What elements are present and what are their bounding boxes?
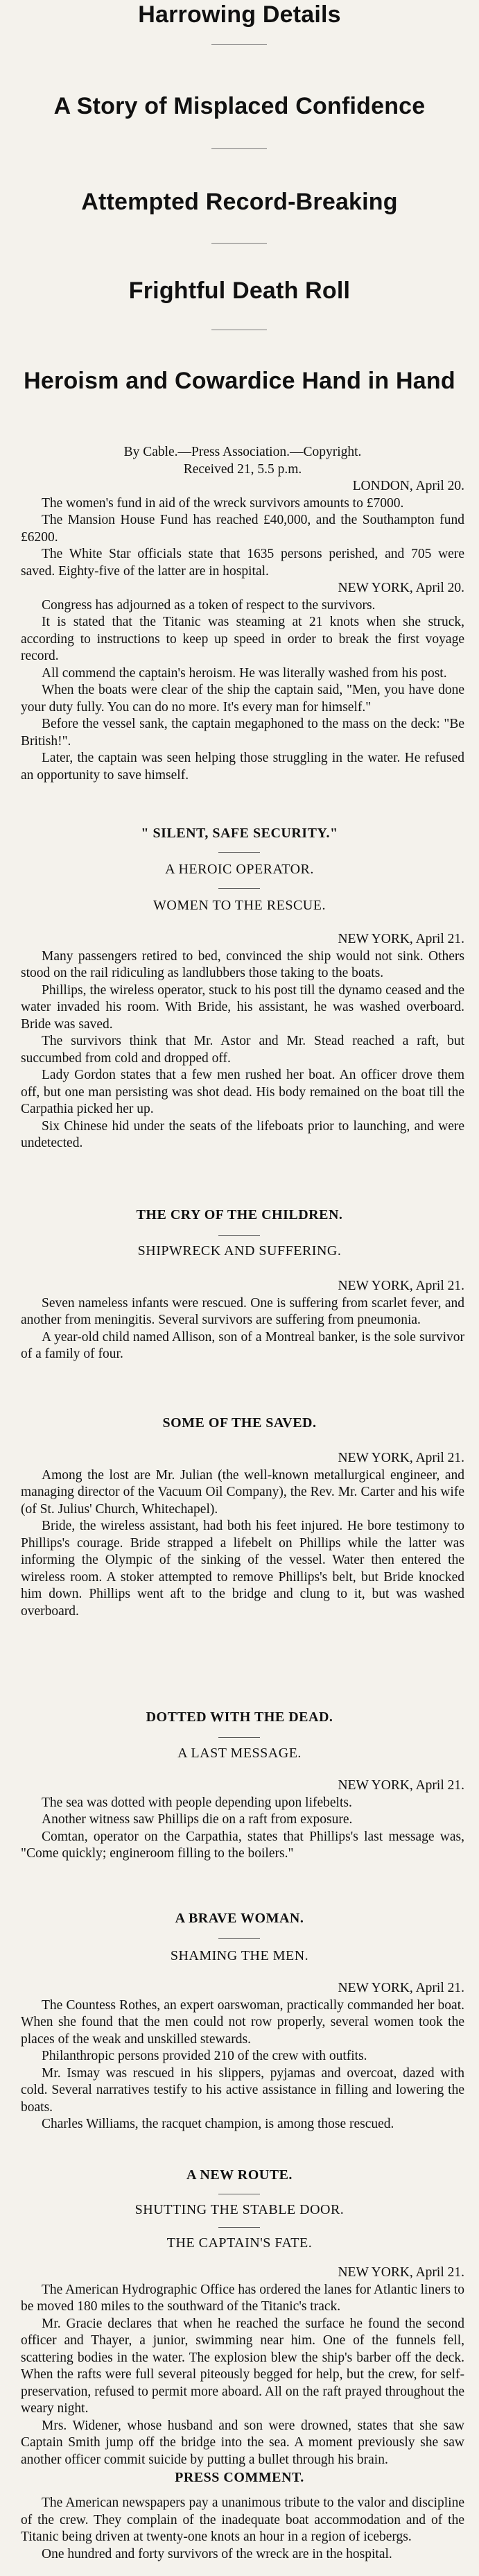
paragraph: Mr. Gracie declares that when he reached the surface he found the second officer and Thayer, a junior, swimming near him. One of the funnels fell, scattering bodies in the water. The explosion blew the ship's barber off the deck. When the rafts were full several piteously begged for help, but the crew, for self-preservation, refused to permit more aboard. All on the raft prayed throughout the weary night. (21, 2316, 464, 2416)
section-rule (218, 1235, 260, 1236)
paragraph: The survivors think that Mr. Astor and Mr. Stead reached a raft, but succumbed from cold and dropped off. (21, 1034, 464, 1066)
paragraph: Mrs. Widener, whose husband and son were drowned, states that she saw Captain Smith jump off the bridge into the sea. A moment previously she saw another officer commit suicide by putting a bullet through his brain. (21, 2418, 464, 2467)
section-subtitle: THE CAPTAIN'S FATE. (166, 2235, 313, 2251)
paragraph: The White Star officials state that 1635 persons perished, and 705 were saved. Eighty-five of the latter are in hospital. (21, 547, 464, 579)
headline-rule (211, 243, 267, 244)
paragraph: Congress has adjourned as a token of respect to the survivors. (42, 597, 376, 613)
paragraph: The American newspapers pay a unanimous tribute to the valor and discipline of the crew. They complain of the inadequate boat accommodation and of the Titanic being driven at twenty-one knots an hour in a region of icebergs. (21, 2496, 464, 2544)
section-rule (218, 1737, 260, 1738)
paragraph: Comtan, operator on the Carpathia, states that Phillips's last message was, "Come quickly; engineroom filling to the boilers." (21, 1829, 464, 1861)
paragraph: One hundred and forty survivors of the wreck are in the hospital. (42, 2546, 392, 2561)
paragraph: Among the lost are Mr. Julian (the well-known metallurgical engineer, and managing director of the Vacuum Oil Company), the Rev. Mr. Carter and his wife (of St. Julius' Church, Whitechapel). (21, 1467, 464, 1517)
paragraph: Phillips, the wireless operator, stuck to his post till the dynamo ceased and the water invaded his room. With Bride, his assistant, he was washed overboard. Bride was saved. (21, 982, 464, 1032)
section-rule (218, 2227, 260, 2228)
dateline: NEW YORK, April 21. (338, 1279, 464, 1293)
section-rule (218, 888, 260, 889)
section-subtitle: SHUTTING THE STABLE DOOR. (134, 2202, 345, 2217)
section-body (21, 1980, 464, 2133)
headline-1: Harrowing Details (138, 1, 341, 28)
dateline: NEW YORK, April 21. (338, 2265, 464, 2280)
headline-rule (211, 148, 267, 149)
dateline: NEW YORK, April 21. (338, 1451, 464, 1465)
section-body (21, 2264, 464, 2468)
section-rule (218, 852, 260, 853)
dateline: NEW YORK, April 20. (338, 581, 464, 595)
section-body (21, 931, 464, 1152)
dateline: NEW YORK, April 21. (338, 1981, 464, 1995)
paragraph: When the boats were clear of the ship the captain said, "Men, you have done your duty fully. You can do no more. It's every man for himself." (21, 683, 464, 715)
byline-source: By Cable.—Press Association.—Copyright. (123, 445, 362, 459)
section-subtitle: WOMEN TO THE RESCUE. (153, 898, 326, 913)
paragraph: The women's fund in aid of the wreck survivors amounts to £7000. (42, 495, 404, 511)
paragraph: The American Hydrographic Office has ordered the lanes for Atlantic liners to be moved 180 miles to the southward of the Titanic's track. (21, 2282, 464, 2314)
section-rule (218, 1938, 260, 1939)
paragraph: The Countess Rothes, an expert oarswoman, practically commanded her boat. When she found that the men could not row properly, several women took the places of the weak and unskilled stewards. (21, 1997, 464, 2047)
section-body (21, 1450, 464, 1620)
paragraph: Seven nameless infants were rescued. One is suffering from scarlet fever, and another from meningitis. Several survivors are suffering from pneumonia. (21, 1295, 464, 1327)
section-title: " SILENT, SAFE SECURITY." (141, 826, 338, 841)
paragraph: Charles Williams, the racquet champion, is among those rescued. (42, 2117, 394, 2131)
paragraph: Many passengers retired to bed, convinced the ship would not sink. Others stood on the rail ridiculing as landlubbers those taking to the boats. (21, 948, 464, 980)
section-subtitle: SHIPWRECK AND SUFFERING. (137, 1243, 342, 1259)
section-title: A NEW ROUTE. (186, 2167, 293, 2183)
section-subtitle: A LAST MESSAGE. (177, 1746, 302, 1761)
section-body (21, 1278, 464, 1363)
headline-3: Attempted Record-Breaking (81, 189, 398, 215)
section-title: THE CRY OF THE CHILDREN. (136, 1207, 343, 1222)
paragraph: Mr. Ismay was rescued in his slippers, pyjamas and overcoat, dazed with cold. Several narratives testify to his active assistance in filling and lowering the boats. (21, 2065, 464, 2115)
dateline: NEW YORK, April 21. (338, 1778, 464, 1793)
paragraph: Lady Gordon states that a few men rushed her boat. An officer drove them off, but one man persisting was shot dead. His body remained on the boat till the Carpathia picked her up. (21, 1068, 464, 1116)
section-opening (21, 444, 464, 784)
paragraph: Another witness saw Phillips die on a raft from exposure. (42, 1812, 353, 1827)
paragraph: Later, the captain was seen helping those struggling in the water. He refused an opportunity to save himself. (21, 751, 464, 783)
dateline: LONDON, April 20. (352, 479, 464, 493)
headline-4: Frightful Death Roll (128, 278, 351, 304)
headline-2: A Story of Misplaced Confidence (53, 93, 426, 119)
paragraph: Philanthropic persons provided 210 of the crew with outfits. (42, 2049, 367, 2063)
section-body (21, 1777, 464, 1863)
section-title: A BRAVE WOMAN. (175, 1911, 304, 1926)
section-body (21, 2495, 464, 2563)
section-title: SOME OF THE SAVED. (162, 1415, 317, 1431)
paragraph: Before the vessel sank, the captain megaphoned to the mass on the deck: "Be British!". (21, 717, 464, 749)
byline-received: Received 21, 5.5 p.m. (183, 461, 302, 477)
headline-rule (211, 44, 267, 45)
dateline: NEW YORK, April 21. (338, 932, 464, 946)
paragraph: The sea was dotted with people depending upon lifebelts. (42, 1795, 352, 1810)
section-title: PRESS COMMENT. (175, 2470, 304, 2485)
paragraph: All commend the captain's heroism. He was literally washed from his post. (42, 665, 447, 681)
headline-5: Heroism and Cowardice Hand in Hand (24, 368, 455, 394)
paragraph: Bride, the wireless assistant, had both his feet injured. He bore testimony to Phillips's courage. Bride strapped a lifebelt on Phillips while the latter was informing the Olympic of the sinking of the vessel. Water then entered the wireless room. A stoker attempted to remove Phillips's belt, but Bride knocked him down. Phillips went aft to the bridge and clung to it, but was washed overboard. (21, 1519, 464, 1619)
paragraph: A year-old child named Allison, son of a Montreal banker, is the sole survivor of a family of four. (21, 1329, 464, 1361)
paragraph: It is stated that the Titanic was steaming at 21 knots when she struck, according to instructions to keep up speed in order to break the first voyage record. (21, 615, 464, 663)
section-subtitle: SHAMING THE MEN. (170, 1948, 309, 1963)
paragraph: Six Chinese hid under the seats of the lifeboats prior to launching, and were undetected. (21, 1118, 464, 1150)
section-title: DOTTED WITH THE DEAD. (146, 1709, 333, 1725)
paragraph: The Mansion House Fund has reached £40,000, and the Southampton fund £6200. (21, 513, 464, 545)
section-subtitle: A HEROIC OPERATOR. (165, 862, 314, 877)
